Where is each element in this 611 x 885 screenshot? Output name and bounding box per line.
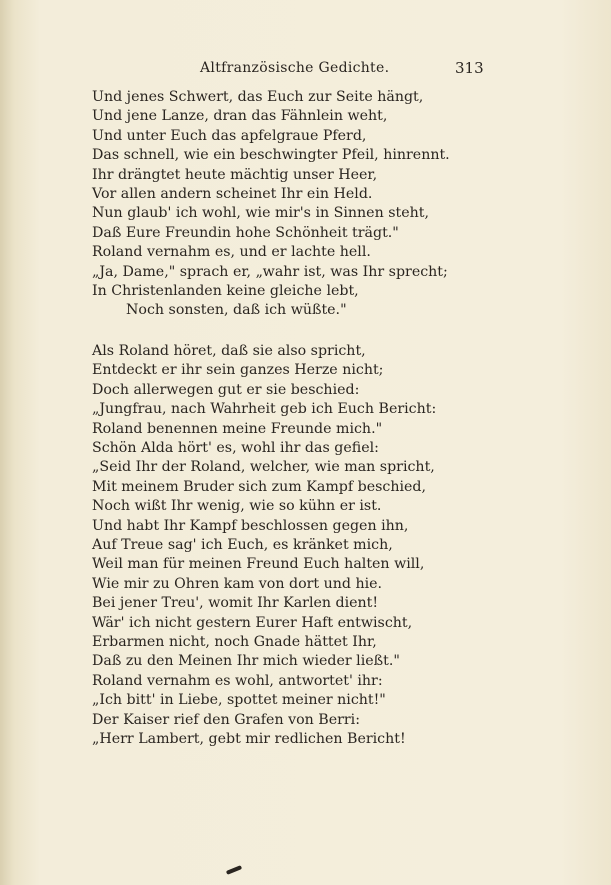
poem-line: Und habt Ihr Kampf beschlossen gegen ihn, — [92, 517, 409, 534]
poem-line: Und jene Lanze, dran das Fähnlein weht, — [92, 108, 388, 125]
poem-line: Erbarmen nicht, noch Gnade hättet Ihr, — [92, 633, 377, 650]
poem-line: Schön Alda hört' es, wohl ihr das gefiel: — [92, 439, 379, 456]
poem-line: In Christenlanden keine gleiche lebt, — [92, 283, 359, 300]
poem-text — [92, 88, 592, 749]
poem-line: Wär' ich nicht gestern Eurer Haft entwischt, — [92, 614, 413, 631]
poem-line: „Ich bitt' in Liebe, spottet meiner nicht!" — [92, 692, 386, 709]
poem-line: „Seid Ihr der Roland, welcher, wie man spricht, — [92, 459, 435, 476]
poem-line: Weil man für meinen Freund Euch halten will, — [92, 556, 425, 573]
poem-line: Der Kaiser rief den Grafen von Berri: — [92, 711, 361, 728]
poem-line: „Ja, Dame," sprach er, „wahr ist, was Ihr sprecht; — [92, 263, 448, 280]
poem-line: Bei jener Treu', womit Ihr Karlen dient! — [92, 595, 379, 612]
poem-line: Noch wißt Ihr wenig, wie so kühn er ist. — [92, 498, 382, 515]
poem-line: Noch sonsten, daß ich wüßte." — [126, 302, 347, 319]
poem-line: Und unter Euch das apfelgraue Pferd, — [92, 127, 367, 144]
page-header — [0, 58, 611, 80]
poem-line: Roland benennen meine Freunde mich." — [92, 420, 383, 437]
stanza — [92, 88, 592, 321]
poem-line: Und jenes Schwert, das Euch zur Seite hängt, — [92, 89, 424, 105]
stanza — [92, 342, 592, 750]
poem-line: Daß zu den Meinen Ihr mich wieder ließt." — [92, 653, 400, 670]
poem-line: Nun glaub' ich wohl, wie mir's in Sinnen steht, — [92, 205, 429, 222]
running-title: Altfranzösische Gedichte. — [200, 60, 390, 76]
poem-line: Auf Treue sag' ich Euch, es kränket mich, — [92, 536, 393, 553]
poem-line: Das schnell, wie ein beschwingter Pfeil, hinrennt. — [92, 147, 450, 164]
poem-line: Daß Eure Freundin hohe Schönheit trägt." — [92, 224, 399, 241]
poem-line: Ihr drängtet heute mächtig unser Heer, — [92, 166, 378, 183]
poem-line: Vor allen andern scheinet Ihr ein Held. — [92, 186, 373, 203]
ink-mark — [226, 865, 242, 875]
poem-line: Entdeckt er ihr sein ganzes Herze nicht; — [92, 362, 384, 379]
poem-line: Als Roland höret, daß sie also spricht, — [92, 342, 366, 359]
poem-line: Roland vernahm es, und er lachte hell. — [92, 244, 371, 261]
poem-line: „Jungfrau, nach Wahrheit geb ich Euch Bericht: — [92, 401, 437, 418]
poem-line: Doch allerwegen gut er sie beschied: — [92, 381, 360, 398]
page-number: 313 — [455, 59, 484, 77]
poem-line: Mit meinem Bruder sich zum Kampf beschied, — [92, 478, 426, 495]
poem-line: „Herr Lambert, gebt mir redlichen Bericht! — [92, 731, 406, 747]
poem-line: Wie mir zu Ohren kam von dort und hie. — [92, 575, 383, 592]
poem-line: Roland vernahm es wohl, antwortet' ihr: — [92, 672, 383, 689]
